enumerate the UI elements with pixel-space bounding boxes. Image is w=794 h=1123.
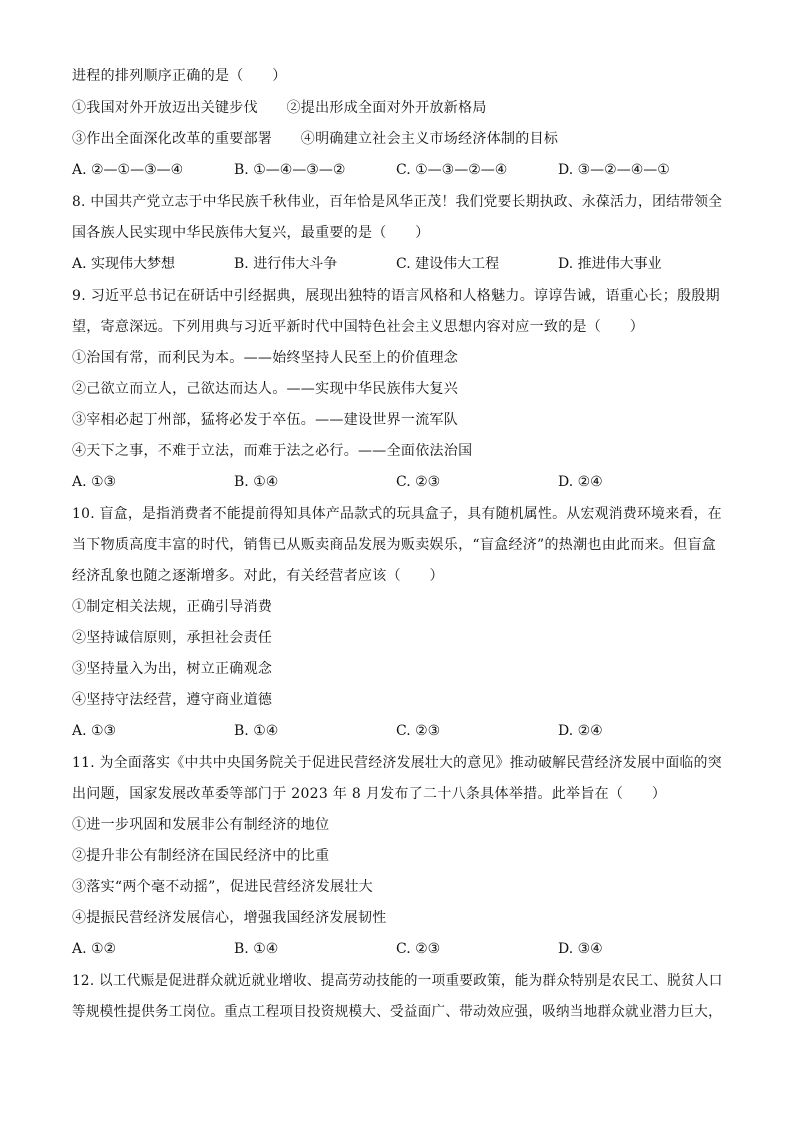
question-9-line: 望，寄意深远。下列用典与习近平新时代中国特色社会主义思想内容对应一致的是（ ） <box>72 319 644 335</box>
choice-item: ④提振民营经济发展信心，增强我国经济发展韧性 <box>72 910 387 926</box>
option-c: C. ②③ <box>396 941 441 957</box>
option-d: D. ③④ <box>558 941 603 957</box>
choice-item: ③作出全面深化改革的重要部署 ④明确建立社会主义市场经济体制的目标 <box>72 131 559 147</box>
question-10-line: 当下物质高度丰富的时代，销售已从贩卖商品发展为贩卖娱乐，“盲盒经济”的热潮也由此而来。但盲盒 <box>72 537 717 553</box>
option-b: B. 进行伟大斗争 <box>234 256 338 272</box>
option-c: C. ②③ <box>396 474 441 490</box>
question-8-line: 国各族人民实现中华民族伟大复兴，最重要的是（ ） <box>72 225 430 241</box>
question-8-line: 8. 中国共产党立志于中华民族千秋伟业，百年恰是风华正茂！我们党要长期执政、永葆活力，团结带领全 <box>72 194 723 210</box>
option-c: C. 建设伟大工程 <box>396 256 500 272</box>
choice-item: ①制定相关法规，正确引导消费 <box>72 599 273 615</box>
option-a: A. ①② <box>72 941 117 957</box>
option-a: A. ①③ <box>72 474 117 490</box>
choice-item: ②坚持诚信原则，承担社会责任 <box>72 630 273 646</box>
option-a: A. ①③ <box>72 723 117 739</box>
option-d: D. 推进伟大事业 <box>558 256 662 272</box>
choice-item: ①进一步巩固和发展非公有制经济的地位 <box>72 817 330 833</box>
choice-item: ③落实“两个毫不动摇”，促进民营经济发展壮大 <box>72 879 373 895</box>
option-b: B. ①④ <box>234 474 279 490</box>
option-d: D. ②④ <box>558 474 603 490</box>
option-d: D. ③—②—④—① <box>558 162 670 178</box>
question-11-line: 11. 为全面落实《中共中央国务院关于促进民营经济发展壮大的意见》推动破解民营经济发展中面临的突 <box>72 755 722 771</box>
question-11-line: 出问题，国家发展改革委等部门于 2023 年 8 月发布了二十八条具体举措。此举旨在（ ） <box>72 786 667 802</box>
choice-item: ④坚持守法经营，遵守商业道德 <box>72 692 273 708</box>
option-a: A. ②—①—③—④ <box>72 162 184 178</box>
option-b: B. ①④ <box>234 723 279 739</box>
question-9-line: 9. 习近平总书记在研话中引经据典，展现出独特的语言风格和人格魅力。谆谆告诫，语重心长；殷殷期 <box>72 288 720 304</box>
option-d: D. ②④ <box>558 723 603 739</box>
option-b: B. ①④ <box>234 941 279 957</box>
question-stem-line: 进程的排列顺序正确的是（ ） <box>72 68 287 84</box>
choice-item: ①我国对外开放迈出关键步伐 ②提出形成全面对外开放新格局 <box>72 100 487 116</box>
choice-item: ②己欲立而立人，己欲达而达人。——实现中华民族伟大复兴 <box>72 381 459 397</box>
option-a: A. 实现伟大梦想 <box>72 256 176 272</box>
option-b: B. ①—④—③—② <box>234 162 346 178</box>
option-c: C. ②③ <box>396 723 441 739</box>
choice-item: ③坚持量入为出，树立正确观念 <box>72 661 273 677</box>
question-10-line: 10. 盲盒，是指消费者不能提前得知具体产品款式的玩具盒子，具有随机属性。从宏观消费环境来看，在 <box>72 506 722 522</box>
choice-item: ②提升非公有制经济在国民经济中的比重 <box>72 848 330 864</box>
question-12-line: 12. 以工代赈是促进群众就近就业增收、提高劳动技能的一项重要政策，能为群众特别是农民工、脱贫人口 <box>72 973 723 989</box>
question-10-line: 经济乱象也随之逐渐增多。对此，有关经营者应该（ ） <box>72 568 444 584</box>
option-c: C. ①—③—②—④ <box>396 162 508 178</box>
question-12-line: 等规模性提供务工岗位。重点工程项目投资规模大、受益面广、带动效应强，吸纳当地群众就业潜力巨大， <box>72 1004 722 1020</box>
choice-item: ①治国有常，而利民为本。——始终坚持人民至上的价值理念 <box>72 350 459 366</box>
choice-item: ③宰相必起丁州部，猛将必发于卒伍。——建设世界一流军队 <box>72 412 459 428</box>
choice-item: ④天下之事，不难于立法，而难于法之必行。——全面依法治国 <box>72 443 473 459</box>
